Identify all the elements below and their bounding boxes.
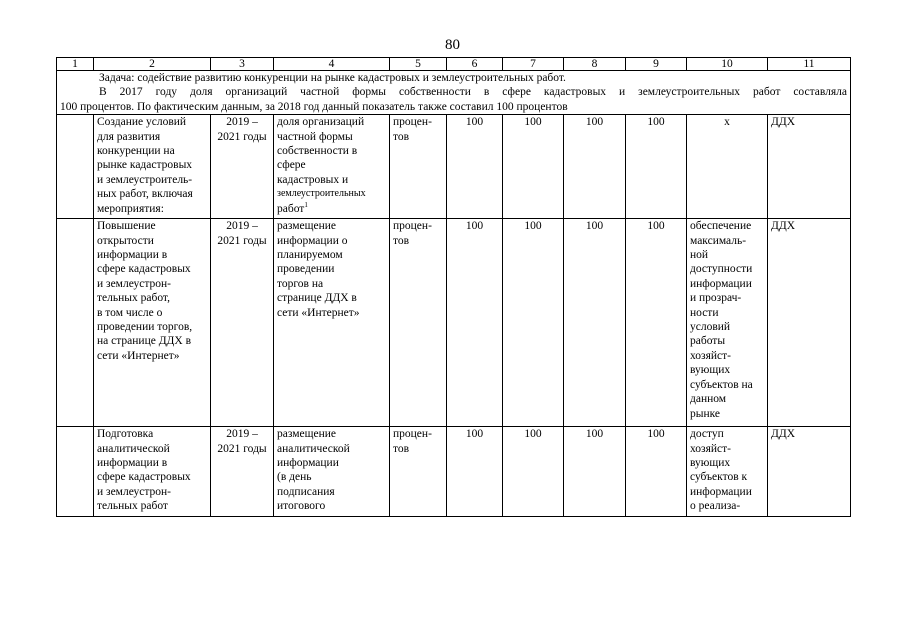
measure-line: информации в [97, 457, 168, 470]
unit-line: тов [393, 442, 410, 455]
measure-line: Создание условий [97, 116, 187, 129]
measure-line: конкуренции на [97, 145, 175, 158]
value-cell: 100 [626, 219, 687, 427]
measure-line: проведении торгов, [97, 321, 193, 334]
column-number: 6 [447, 58, 503, 71]
indicator-line [277, 202, 386, 216]
result-line: х [724, 116, 730, 129]
period-cell [211, 115, 274, 219]
indicator-line: сфере [277, 159, 306, 172]
value-cell: 100 [503, 427, 564, 517]
result-line: хозяйст- [690, 442, 732, 455]
result-line: и прозрач- [690, 292, 742, 305]
unit-line: тов [393, 130, 410, 143]
column-number: 10 [687, 58, 768, 71]
measure-line: на странице ДДХ в [97, 335, 191, 348]
period-line: 2019 – [226, 116, 258, 129]
measure-line: и землеустрон- [97, 485, 172, 498]
column-number: 3 [211, 58, 274, 71]
indicator-line: (в день [277, 471, 312, 484]
column-number: 8 [564, 58, 626, 71]
measure-line: для развития [97, 130, 161, 143]
unit-line: тов [393, 234, 410, 247]
unit-cell [390, 219, 447, 427]
measure-line: аналитической [97, 442, 170, 455]
indicator-line: подписания [277, 485, 335, 498]
unit-line: процен- [393, 428, 432, 441]
column-number: 9 [626, 58, 687, 71]
value-cell: 100 [503, 115, 564, 219]
period-line: 2019 – [226, 220, 258, 233]
indicator-line: частной формы [277, 130, 353, 143]
period-line: 2021 годы [217, 442, 267, 455]
measure-line: сфере кадастровых [97, 471, 191, 484]
task-row [57, 71, 851, 115]
table-row [57, 219, 851, 427]
row-number-cell [57, 219, 94, 427]
result-cell [687, 219, 768, 427]
column-number: 2 [94, 58, 211, 71]
measure-line: и землеустрон- [97, 277, 172, 290]
column-number: 7 [503, 58, 564, 71]
measure-line: тельных работ, [97, 292, 170, 305]
measure-line: сети «Интернет» [97, 349, 180, 362]
value-cell: 100 [626, 115, 687, 219]
result-line: субъектов к [690, 471, 748, 484]
unit-line: процен- [393, 220, 432, 233]
result-line: вующих [690, 457, 731, 470]
result-cell [687, 115, 768, 219]
result-line: обеспечение [690, 220, 752, 233]
result-line: рынке [690, 407, 721, 420]
period-cell [211, 219, 274, 427]
indicator-word: работ [277, 202, 305, 215]
task-title: Задача: содействие развитию конкуренции на рынке кадастровых и землеустроительных работ. [99, 72, 566, 84]
measure-line: и землеустроитель- [97, 173, 193, 186]
row-number-cell [57, 115, 94, 219]
period-cell [211, 427, 274, 517]
result-line: вующих [690, 364, 731, 377]
result-cell [687, 427, 768, 517]
value-cell: 100 [564, 219, 626, 427]
table-row [57, 427, 851, 517]
result-line: доступности [690, 263, 753, 276]
value-cell: 100 [564, 427, 626, 517]
responsible-cell: ДДХ [768, 219, 851, 427]
measure-line: Подготовка [97, 428, 154, 441]
indicator-line: информации о [277, 234, 348, 247]
measures-table [56, 57, 851, 517]
result-line: доступ [690, 428, 724, 441]
result-line: ности [690, 306, 719, 319]
indicator-line: собственности в [277, 145, 358, 158]
page-number: 80 [445, 37, 460, 53]
indicator-cell [274, 115, 390, 219]
value-cell: 100 [447, 219, 503, 427]
task-cell [57, 71, 851, 115]
indicator-line: информации [277, 457, 339, 470]
indicator-line: планируемом [277, 249, 343, 262]
indicator-line: размещение [277, 428, 336, 441]
table-row [57, 115, 851, 219]
period-line: 2019 – [226, 428, 258, 441]
measure-line: тельных работ [97, 500, 168, 513]
indicator-cell [274, 219, 390, 427]
period-line: 2021 годы [217, 234, 267, 247]
responsible-cell: ДДХ [768, 427, 851, 517]
indicator-line: итогового [277, 500, 326, 513]
result-line: работы [690, 335, 726, 348]
footnote-mark: 1 [304, 200, 308, 209]
measure-cell [94, 219, 211, 427]
result-line: информации [690, 485, 752, 498]
row-number-cell [57, 427, 94, 517]
result-line: информации [690, 277, 752, 290]
value-cell: 100 [447, 115, 503, 219]
measure-cell [94, 427, 211, 517]
indicator-line: землеустроительных [277, 188, 366, 200]
indicator-line: аналитической [277, 442, 350, 455]
measure-line: информации в [97, 249, 168, 262]
measure-line: сфере кадастровых [97, 263, 191, 276]
value-cell: 100 [564, 115, 626, 219]
column-number: 5 [390, 58, 447, 71]
measure-cell [94, 115, 211, 219]
indicator-line: размещение [277, 220, 336, 233]
indicator-line: сети «Интернет» [277, 306, 360, 319]
indicator-line: доля организаций [277, 116, 365, 129]
unit-cell [390, 427, 447, 517]
unit-cell [390, 115, 447, 219]
result-line: данном [690, 393, 727, 406]
unit-line: процен- [393, 116, 432, 129]
task-text: 100 процентов. По фактическим данным, за 2018 год данный показатель также составил 100 процентов [60, 100, 568, 113]
indicator-line: странице ДДХ в [277, 292, 357, 305]
result-line: условий [690, 321, 731, 334]
measure-line: ных работ, включая [97, 188, 193, 201]
measure-line: открытости [97, 234, 154, 247]
period-line: 2021 годы [217, 130, 267, 143]
task-text: В 2017 году доля организаций частной формы собственности в сфере кадастровых и землеустроительных работ составляла [99, 86, 847, 99]
measure-line: в том числе о [97, 306, 163, 319]
indicator-line: проведении [277, 263, 335, 276]
column-number: 11 [768, 58, 851, 71]
indicator-line: торгов на [277, 277, 324, 290]
measure-line: Повышение [97, 220, 156, 233]
value-cell: 100 [447, 427, 503, 517]
result-line: хозяйст- [690, 349, 732, 362]
indicator-cell [274, 427, 390, 517]
responsible-cell: ДДХ [768, 115, 851, 219]
result-line: о реализа- [690, 500, 741, 513]
value-cell: 100 [503, 219, 564, 427]
measure-line: рынке кадастровых [97, 159, 193, 172]
column-number-row [57, 58, 851, 71]
indicator-line: кадастровых и [277, 173, 349, 186]
value-cell: 100 [626, 427, 687, 517]
column-number: 4 [274, 58, 390, 71]
result-line: субъектов на [690, 378, 753, 391]
result-line: ной [690, 249, 709, 262]
result-line: максималь- [690, 234, 747, 247]
column-number: 1 [57, 58, 94, 71]
measure-line: мероприятия: [97, 202, 164, 215]
